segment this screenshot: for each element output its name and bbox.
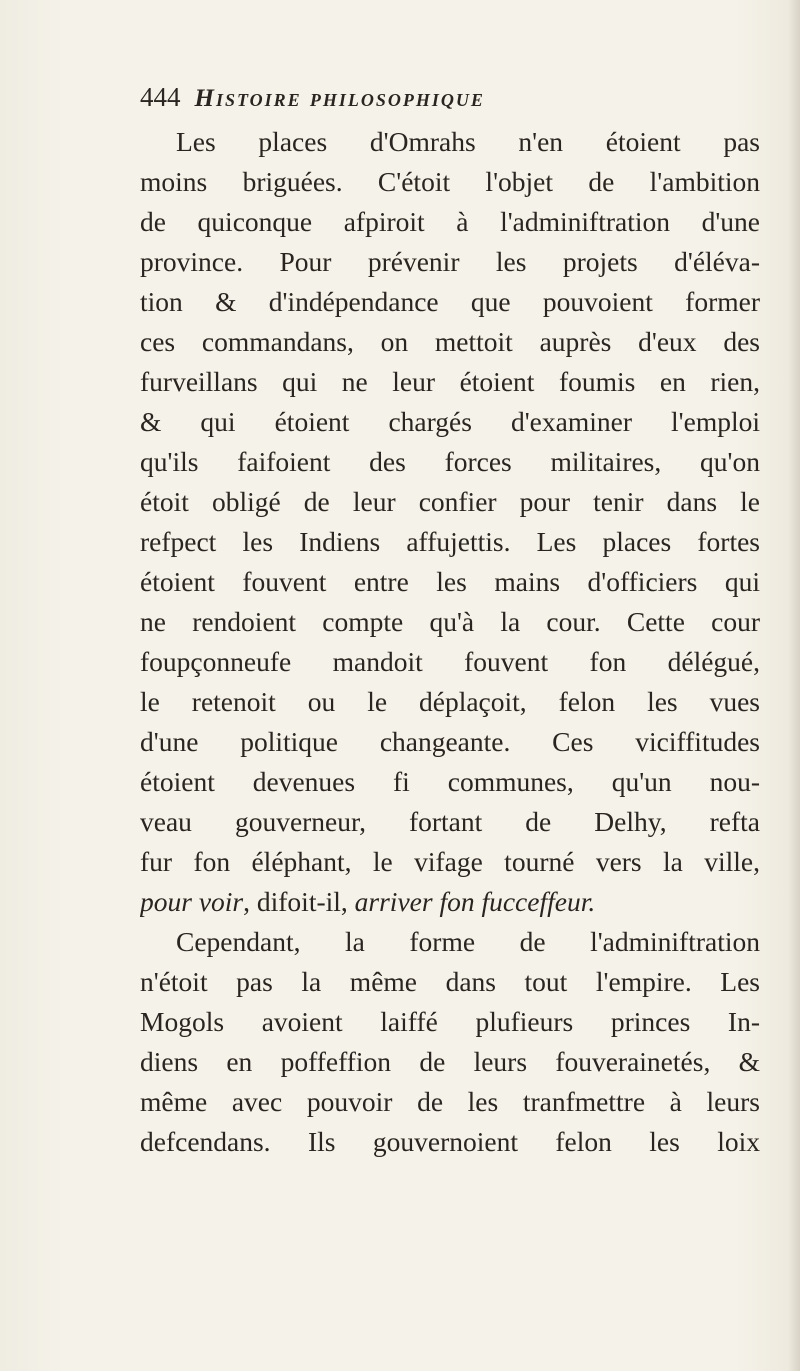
- page-edge-shadow: [788, 0, 800, 1371]
- quote-italic-end: arriver fon fucceffeur.: [354, 886, 596, 917]
- text-line: Cependant, la forme de l'adminiftration: [176, 926, 760, 957]
- text-line: étoient devenues fi communes, qu'un nou-: [140, 766, 760, 797]
- quote-speaker: , difoit-il,: [243, 886, 355, 917]
- text-line: de quiconque afpiroit à l'adminiftration d'une: [140, 206, 760, 237]
- text-line: Mogols avoient laiffé plufieurs princes In-: [140, 1006, 760, 1037]
- running-title: Histoire philosophique: [194, 85, 485, 112]
- text-line: le retenoit ou le déplaçoit, felon les vues: [140, 686, 760, 717]
- text-line: veau gouverneur, fortant de Delhy, refta: [140, 806, 760, 837]
- page-number: 444: [140, 82, 181, 112]
- text-line: moins briguées. C'étoit l'objet de l'ambition: [140, 166, 760, 197]
- text-line: qu'ils faifoient des forces militaires, qu'on: [140, 446, 760, 477]
- text-line: ces commandans, on mettoit auprès d'eux des: [140, 326, 760, 357]
- text-line: étoit obligé de leur confier pour tenir dans le: [140, 486, 760, 517]
- text-line: ne rendoient compte qu'à la cour. Cette cour: [140, 606, 760, 637]
- text-line: même avec pouvoir de les tranfmettre à leurs: [140, 1086, 760, 1117]
- text-line: fur fon éléphant, le vifage tourné vers la ville,: [140, 846, 760, 877]
- text-line-quote: [140, 882, 760, 922]
- text-line: refpect les Indiens affujettis. Les places fortes: [140, 526, 760, 557]
- running-header: [140, 82, 740, 118]
- text-line: n'étoit pas la même dans tout l'empire. Les: [140, 966, 760, 997]
- quote-italic-start: pour voir: [140, 886, 244, 917]
- text-line: & qui étoient chargés d'examiner l'emploi: [140, 406, 760, 437]
- text-line: foupçonneufe mandoit fouvent fon délégué,: [140, 646, 760, 677]
- text-line: diens en poffeffion de leurs fouverainetés, &: [140, 1046, 760, 1077]
- text-line: furveillans qui ne leur étoient foumis en rien,: [140, 366, 760, 397]
- text-line: d'une politique changeante. Ces viciffitudes: [140, 726, 760, 757]
- text-line: étoient fouvent entre les mains d'officiers qui: [140, 566, 760, 597]
- text-line: Les places d'Omrahs n'en étoient pas: [176, 126, 760, 157]
- text-line: province. Pour prévenir les projets d'éléva-: [140, 246, 760, 277]
- text-line: tion & d'indépendance que pouvoient former: [140, 286, 760, 317]
- text-line: defcendans. Ils gouvernoient felon les loix: [140, 1126, 760, 1157]
- body-text: [140, 122, 760, 1162]
